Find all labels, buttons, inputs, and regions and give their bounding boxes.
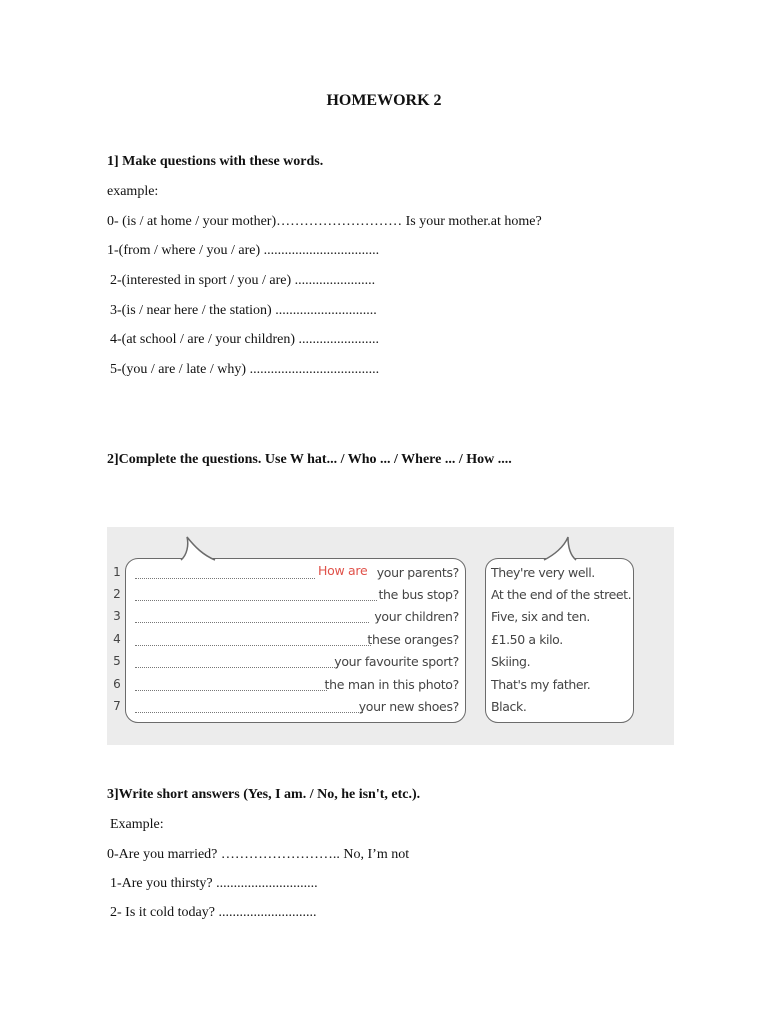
question-7: your new shoes? — [358, 699, 459, 714]
question-number-2: 2 — [113, 587, 121, 601]
answer-line-3 — [135, 622, 369, 623]
question-6: the man in this photo? — [324, 677, 459, 692]
question-3: your children? — [374, 609, 459, 624]
question-number-1: 1 — [113, 565, 121, 579]
exercise-1-line-2: 2-(interested in sport / you / are) ....................... — [110, 273, 376, 288]
answer-2: At the end of the street. — [491, 587, 632, 602]
page-title: HOMEWORK 2 — [326, 92, 442, 109]
question-4: these oranges? — [367, 632, 459, 647]
exercise-2-picture — [107, 527, 674, 745]
question-number-4: 4 — [113, 632, 121, 646]
answer-line-2 — [135, 600, 377, 601]
exercise-3-example-label: Example: — [110, 817, 164, 832]
question-number-5: 5 — [113, 654, 121, 668]
answer-line-5 — [135, 667, 337, 668]
question-2: the bus stop? — [378, 587, 459, 602]
exercise-1-line-4: 4-(at school / are / your children) ....................... — [110, 332, 380, 347]
answer-line-1 — [135, 578, 315, 579]
question-bubble-tail — [177, 535, 217, 561]
question-5: your favourite sport? — [334, 654, 459, 669]
exercise-1-heading: 1] Make questions with these words. — [107, 154, 324, 169]
exercise-1-line-3: 3-(is / near here / the station) ............................. — [110, 303, 377, 318]
answer-4: £1.50 a kilo. — [491, 632, 563, 647]
exercise-3-line-2: 2- Is it cold today? ............................ — [110, 905, 317, 920]
question-number-3: 3 — [113, 609, 121, 623]
exercise-1-line-0: 0- (is / at home / your mother)……………………… Is your mother.at home? — [107, 214, 542, 229]
answer-3: Five, six and ten. — [491, 609, 590, 624]
answer-line-7 — [135, 712, 363, 713]
question-1: your parents? — [376, 565, 459, 580]
answer-line-4 — [135, 645, 371, 646]
exercise-1-line-1: 1-(from / where / you / are) ................................. — [107, 243, 380, 258]
answer-line-6 — [135, 690, 327, 691]
question-number-6: 6 — [113, 677, 121, 691]
exercise-1-line-5: 5-(you / are / late / why) ..................................... — [110, 362, 380, 377]
answer-1: They're very well. — [491, 565, 595, 580]
question-number-7: 7 — [113, 699, 121, 713]
exercise-3-line-0: 0-Are you married? …………………….. No, I’m not — [107, 847, 410, 862]
example-answer: How are — [318, 563, 368, 578]
answer-6: That's my father. — [491, 677, 591, 692]
answer-7: Black. — [491, 699, 527, 714]
answer-bubble-tail — [542, 535, 578, 561]
answer-5: Skiing. — [491, 654, 531, 669]
exercise-2-heading: 2]Complete the questions. Use W hat... / Who ... / Where ... / How .... — [107, 452, 512, 467]
exercise-3-heading: 3]Write short answers (Yes, I am. / No, he isn't, etc.). — [107, 787, 421, 802]
exercise-3-line-1: 1-Are you thirsty? ............................. — [110, 876, 318, 891]
exercise-1-example-label: example: — [107, 184, 159, 199]
